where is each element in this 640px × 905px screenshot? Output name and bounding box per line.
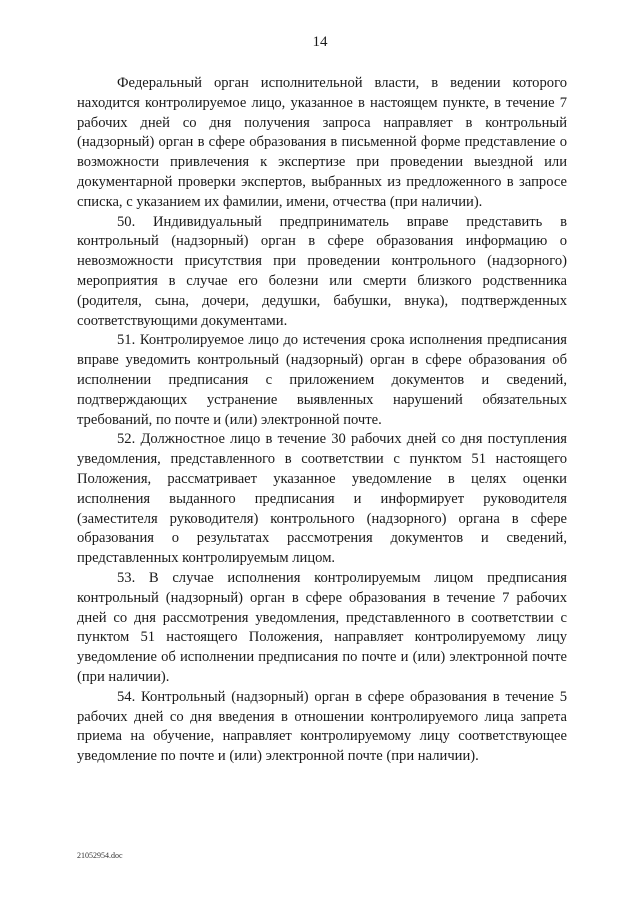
paragraph-54: 54. Контрольный (надзорный) орган в сфере образования в течение 5 рабочих дней со дня введения в отношении контролируемого лица запрета приема на обучение, направляет контролируемому лицу соответствующее уведомление по почте и (или) электронной почте (при наличии). — [77, 688, 567, 765]
page-number: 14 — [312, 34, 328, 50]
paragraph-52: 52. Должностное лицо в течение 30 рабочих дней со дня поступления уведомления, представленного в соответствии с пунктом 51 настоящего Положения, рассматривает указанное уведомление в целях оценки исполнения выданного предписания и информирует руководителя (заместителя руководителя) контрольного (надзорного) органа в сфере образования о результатах рассмотрения документов и сведений, представленных контролируемым лицом. — [77, 431, 567, 567]
paragraph-intro: Федеральный орган исполнительной власти, в ведении которого находится контролируемое лицо, указанное в настоящем пункте, в течение 7 рабочих дней со дня получения запроса направляет в контрольный (надзорный) орган в сфере образования в письменной форме представление о возможности привлечения к экспертизе при проведении выездной или документарной проверки экспертов, выбранных из предложенного в запросе списка, с указанием их фамилии, имени, отчества (при наличии). — [77, 75, 567, 210]
paragraph-51: 51. Контролируемое лицо до истечения срока исполнения предписания вправе уведомить контрольный (надзорный) орган в сфере образования об исполнении предписания с приложением документов и сведений, подтверждающих устранение выявленных нарушений обязательных требований, по почте и (или) электронной почте. — [77, 332, 567, 428]
paragraph-53: 53. В случае исполнения контролируемым лицом предписания контрольный (надзорный) орган в сфере образования в течение 7 рабочих дней со дня рассмотрения уведомления, представленного в соответствии с пунктом 51 настоящего Положения, направляет контролируемому лицу уведомление об исполнении предписания по почте и (или) электронной почте (при наличии). — [77, 569, 567, 685]
document-body — [77, 74, 567, 767]
paragraph-50: 50. Индивидуальный предприниматель вправе представить в контрольный (надзорный) орган в сфере образования информацию о невозможности присутствия при проведении контрольного (надзорного) мероприятия в случае его болезни или смерти близкого родственника (родителя, сына, дочери, дедушки, бабушки, внука), подтвержденных соответствующими документами. — [77, 213, 567, 329]
document-file-code: 21052954.doc — [77, 851, 123, 860]
